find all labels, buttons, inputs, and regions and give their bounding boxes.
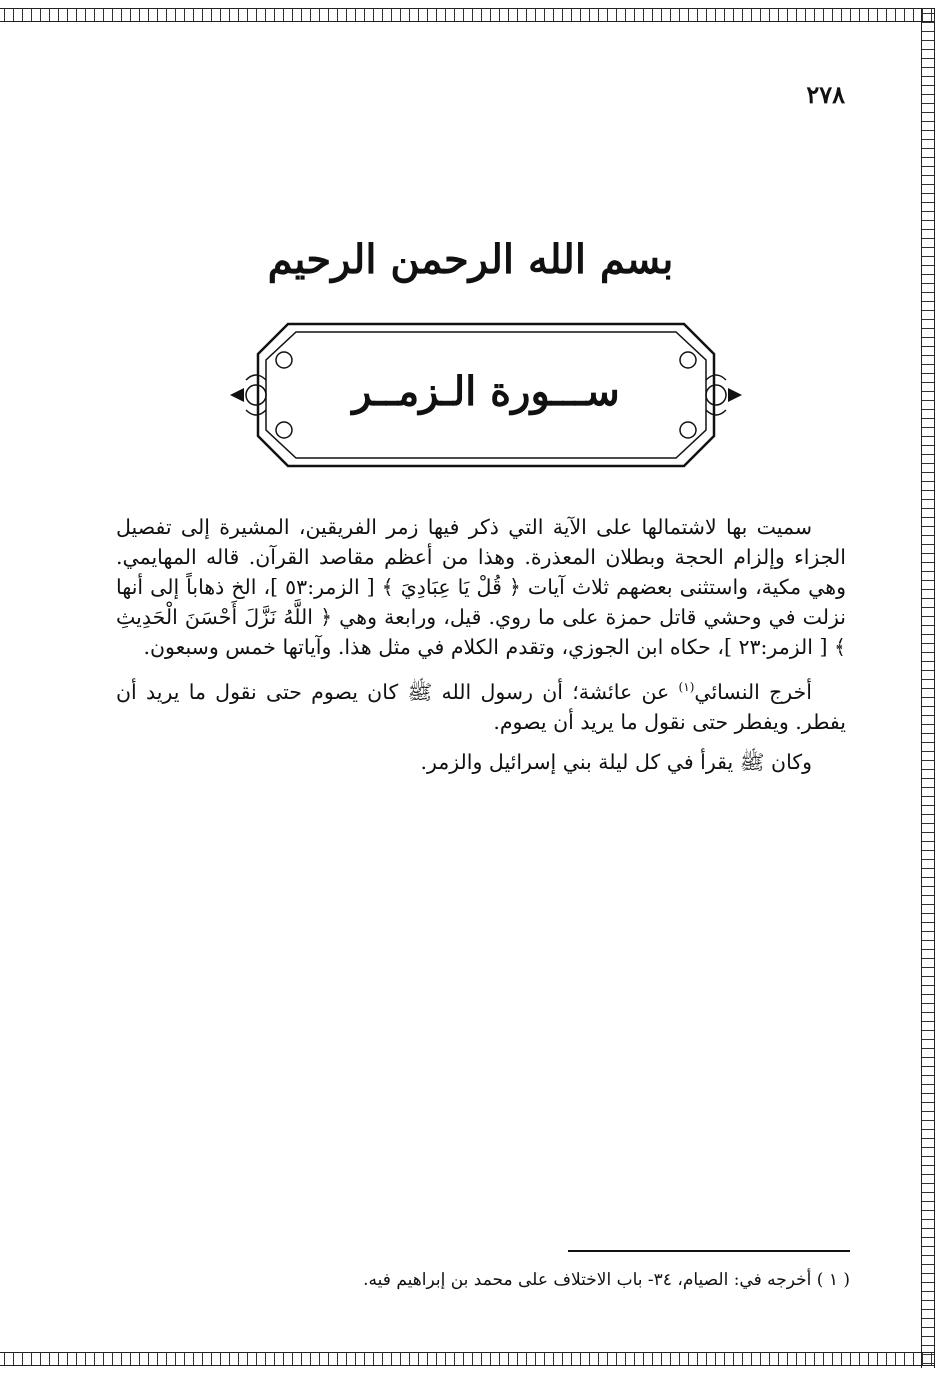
paragraph-lead: أخرج النسائي [694, 679, 812, 704]
top-border-ornament [0, 8, 934, 22]
footnote-marker: (١) [678, 680, 695, 694]
footnote-divider [568, 1250, 850, 1252]
surah-title: ســـورة الـزمــر [352, 368, 620, 415]
right-border-ornament [921, 8, 935, 1368]
commentary-body [116, 512, 846, 787]
paragraph-night-recitation: وكان ﷺ يقرأ في كل ليلة بني إسرائيل والزمر. [420, 749, 812, 774]
surah-title-frame [226, 320, 746, 470]
paragraph-hadith-text: عن عائشة؛ أن رسول الله ﷺ كان يصوم حتى نقول ما يريد أن يفطر. ويفطر حتى نقول ما يريد أن يصوم. [116, 679, 846, 734]
basmala-heading: بسم الله الرحمن الرحيم [267, 236, 674, 283]
paragraph-intro: سميت بها لاشتمالها على الآية التي ذكر فيها زمر الفريقين، المشيرة إلى تفصيل الجزاء وإلزام الحجة وبطلان المعذرة. وهذا من أعظم مقاصد القرآن. قاله المهايمي. وهي مكية، واستثنى بعضهم ثلاث آيات ﴿ قُلْ يَا عِبَادِيَ ﴾ [ الزمر:٥٣ ]، الخ ذهاباً إلى أنها نزلت في وحشي قاتل حمزة على ما روي. قيل، ورابعة وهي ﴿ اللَّهُ نَزَّلَ أَحْسَنَ الْحَدِيثِ ﴾ [ الزمر:٢٣ ]، حكاه ابن الجوزي، وتقدم الكلام في مثل هذا. وآياتها خمس وسبعون. [116, 515, 846, 659]
bottom-border-ornament [0, 1352, 934, 1366]
page-number: ٢٧٨ [806, 80, 845, 109]
footnote: ( ١ ) أخرجه في: الصيام، ٣٤- باب الاختلاف على محمد بن إبراهيم فيه. [363, 1270, 850, 1290]
paragraph-hadith-fasting [116, 672, 846, 737]
